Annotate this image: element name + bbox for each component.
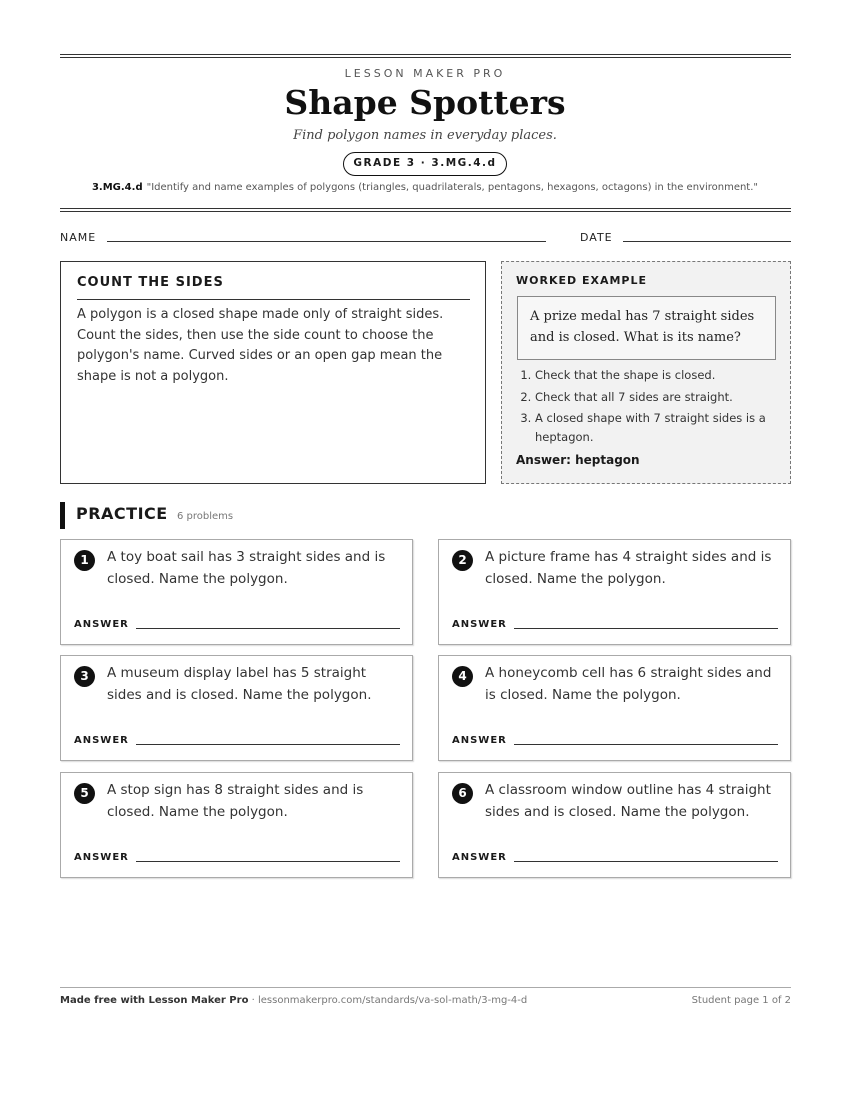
answer-label: ANSWER (74, 852, 129, 863)
header-rule-inner (60, 211, 791, 212)
name-field[interactable] (107, 241, 546, 242)
problem-number: 2 (452, 550, 473, 571)
problem-text: A classroom window outline has 4 straight sides and is closed. Name the polygon. (485, 782, 771, 820)
problem-number: 3 (74, 666, 95, 687)
brand-name: LESSON MAKER PRO (344, 67, 506, 80)
problem-card-4 (438, 655, 791, 761)
answer-field[interactable] (136, 861, 400, 862)
footer-credit (60, 995, 527, 1006)
answer-field[interactable] (514, 744, 778, 745)
problem-text: A picture frame has 4 straight sides and is closed. Name the polygon. (485, 549, 772, 587)
problem-text: A museum display label has 5 straight sides and is closed. Name the polygon. (107, 665, 372, 703)
top-rule-inner (60, 57, 791, 58)
answer-field[interactable] (136, 628, 400, 629)
answer-label: ANSWER (452, 619, 507, 630)
concept-body: A polygon is a closed shape made only of straight sides. Count the sides, then use the side count to choose the polygon's name. Curved sides or an open gap mean the shape is not a polygon. (77, 307, 444, 384)
worksheet-title: Shape Spotters (284, 83, 566, 122)
concept-heading: COUNT THE SIDES (77, 275, 224, 290)
problem-number: 6 (452, 783, 473, 804)
grade-badge: GRADE 3 · 3.MG.4.d (343, 152, 507, 176)
answer-label: ANSWER (452, 852, 507, 863)
answer-label: ANSWER (452, 735, 507, 746)
problem-card-6 (438, 772, 791, 878)
worked-step: 3. A closed shape with 7 straight sides is a heptagon. (535, 409, 800, 446)
worked-step: 1. Check that the shape is closed. (535, 366, 800, 385)
concept-heading-rule (77, 299, 470, 300)
practice-accent-bar (60, 502, 65, 529)
worked-example-box (501, 261, 791, 484)
footer-rule (60, 987, 791, 988)
answer-label: ANSWER (74, 619, 129, 630)
problem-card-1 (60, 539, 413, 645)
problem-card-2 (438, 539, 791, 645)
date-field[interactable] (623, 241, 791, 242)
footer-made-with: Made free with Lesson Maker Pro (60, 995, 249, 1006)
worked-example-answer: Answer: heptagon (516, 453, 640, 467)
standard-text: "Identify and name examples of polygons (triangles, quadrilaterals, pentagons, hexagons, octagons) in the environment." (146, 182, 759, 193)
name-label: NAME (60, 231, 97, 244)
footer-url[interactable]: · lessonmakerpro.com/standards/va-sol-math/3-mg-4-d (251, 995, 528, 1006)
concept-box (60, 261, 486, 484)
top-rule (60, 54, 791, 55)
practice-count: 6 problems (177, 511, 234, 522)
worked-example-label: WORKED EXAMPLE (516, 274, 647, 287)
worked-example-prompt: A prize medal has 7 straight sides and is closed. What is its name? (517, 296, 776, 360)
answer-label: ANSWER (74, 735, 129, 746)
problem-text: A stop sign has 8 straight sides and is closed. Name the polygon. (107, 782, 364, 820)
problem-text: A toy boat sail has 3 straight sides and is closed. Name the polygon. (107, 549, 386, 587)
practice-heading: PRACTICE (76, 504, 168, 523)
problem-card-5 (60, 772, 413, 878)
standard-line (0, 182, 850, 193)
problem-number: 1 (74, 550, 95, 571)
answer-field[interactable] (514, 628, 778, 629)
worked-step: 2. Check that all 7 sides are straight. (535, 388, 800, 407)
standard-code: 3.MG.4.d (91, 182, 143, 193)
footer-page-number: Student page 1 of 2 (691, 995, 791, 1006)
problem-text: A honeycomb cell has 6 straight sides and is closed. Name the polygon. (485, 665, 772, 703)
answer-field[interactable] (514, 861, 778, 862)
problem-card-3 (60, 655, 413, 761)
answer-field[interactable] (136, 744, 400, 745)
worked-example-steps (516, 366, 800, 449)
date-label: DATE (580, 231, 613, 244)
problem-number: 4 (452, 666, 473, 687)
header-rule (60, 208, 791, 209)
worksheet-subtitle: Find polygon names in everyday places. (293, 128, 557, 143)
problem-number: 5 (74, 783, 95, 804)
